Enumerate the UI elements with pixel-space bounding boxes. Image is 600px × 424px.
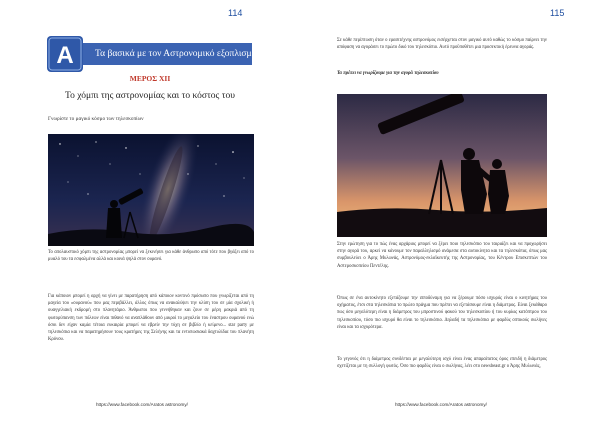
page-subtitle: Γνωρίστε το μαγικό κόσμο των τηλεσκοπίων bbox=[48, 116, 144, 122]
chapter-banner bbox=[47, 36, 257, 72]
section-heading: Τα πρέπει να γνωρίζουμε για την αγορά τηλεσκοπίου bbox=[337, 71, 439, 76]
footer-link[interactable]: https://www.facebook.com/Aratos astronomy/ bbox=[395, 402, 487, 407]
body-paragraph: Στην ερώτηση για το πώς ένας αρχάριος μπορεί να ξέρει ποιο τηλεσκόπιο του ταιριάζει και να προχωρήσει στην αγορά του, αρκεί να κάνουμε τον παραλληλισμό ανάμεσα στα αυτοκίνητα και τα τηλεσκόπια, όπως μας συμβουλεύει ο Άρης Μυλωνάς, Αστρονόμος-εκλαϊκευτής της Αστρονομίας, του Κέντρου Επισκεπτών του Αστεροσκοπείου Πεντέλης. bbox=[337, 242, 547, 269]
photo-caption: Το απολαυστικό χόμπι της αστρονομίας μπορεί να ξεκινήσει για κάθε άνθρωπο από τότε που βγάζει από το μυαλό του τα εσφαλμένα αλλά και κοινά ψηλά στον ουρανό. bbox=[48, 250, 254, 263]
aratos-logo-icon bbox=[47, 36, 83, 72]
page-number: 115 bbox=[550, 8, 565, 18]
telescope-sunset-photo bbox=[337, 94, 547, 237]
milky-way-photo bbox=[48, 134, 254, 246]
body-paragraph: Όπως σε ένα αυτοκίνητο εξετάζουμε την ιπποδύναμη για να ξέρουμε πόσο ισχυρός είναι ο κινητήρας του οχήματος, έτσι στα τηλεσκόπια το πρώτο πράγμα που πρέπει να εξετάσουμε είναι η διάμετρος. Είναι ξεκάθαρο πως όσο μεγαλύτερη είναι η διάμετρος του μπροστινού φακού του τηλεσκοπίου ή του κυρίως κατόπτρου του τηλεσκοπίου, τόσο πιο ισχυρό θα είναι το τηλεσκόπιο. Δηλαδή τα τηλεσκόπια με φαρδύς οπτικούς σωλήνες είναι και τα ισχυρότερα. bbox=[337, 296, 547, 330]
section-label: ΜΕΡΟΣ XII bbox=[129, 74, 171, 83]
footer-link[interactable]: https://www.facebook.com/Aratos astronomy/ bbox=[96, 402, 188, 407]
body-paragraph: Σε κάθε περίπτωση όταν ο ερασιτέχνης αστρονόμος εισέρχεται στον μαγικό αυτό καθώς το κόσμο παίρνει την απόφαση να αγοράσει το πρώτο δικό του τηλεσκόπιο. Αυτό προϋποθέτει μια προσεκτική έρευνα αγοράς. bbox=[337, 38, 547, 51]
body-paragraph: Για κάποιον μπορεί η αρχή να γίνει με παρατήρηση από κάποιον κοντινό πρόσωπο που γνωρίζεται από τη μαγεία του «ουρανού» που μας περιβάλλει, άλλος όπως να ανακαλύψει την κλίση του σε μία σχολική ή ουαγγελιακή εκδρομή στο πλανητάριο. Άνθρωποι που γεννήθηκαν και ζουν σε μέρη μακριά από τη φωτορύπανση των πόλεων είναι πιθανό να αναπλάθουν από μικροί το μεγαλείο του έναστρου ουρανού ενώ όσοι δεν είχαν καμία τέτοια ευκαιρία μπορεί να εβρείν την τύχη σε βιβλίο ή κείμενο... star party με τηλεσκόπια και να παρατηρήσουν τους κρατήρες της Σελήνης και τα εντυπωσιακά δαχτυλίδια του πλανήτη Κρόνου. bbox=[48, 294, 254, 343]
body-paragraph: Το γεγονός ότι η διάμετρος συνδέεται με μεγαλύτερη ισχύ είναι ένας απαραίτατος όρος επειδή η διάμετρος σχετίζεται με τη συλλογή φωτός. Όσο πιο φαρδύς είναι ο σωλήνας, λέει στο newsbeast.gr ο Άρης Μυλωνάς, bbox=[337, 357, 547, 370]
page-number: 114 bbox=[228, 8, 243, 18]
banner-bar bbox=[65, 43, 257, 65]
logo-letter: A bbox=[56, 42, 74, 69]
banner-title: Τα βασικά με τον Αστρονομικό εξοπλισμό bbox=[95, 49, 257, 59]
page-title: Το χόμπι της αστρονομίας και το κόστος του bbox=[65, 91, 235, 101]
